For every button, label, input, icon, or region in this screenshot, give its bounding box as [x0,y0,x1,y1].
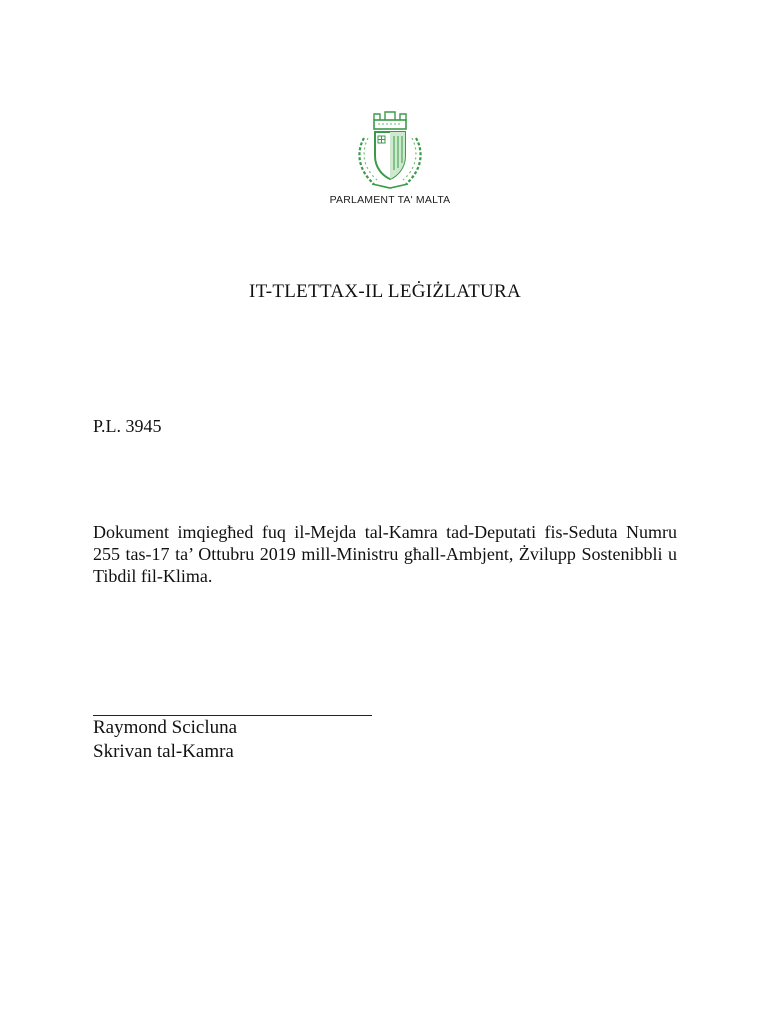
legislature-heading: IT-TLETTAX-IL LEĠIŻLATURA [248,281,522,302]
document-body: Dokument imqiegħed fuq il-Mejda tal-Kamra tad-Deputati fis-Seduta Numru 255 tas-17 ta’ Ottubru 2019 mill-Ministru għall-Ambjent, Żvilupp Sostenibbli u Tibdil fil-Klima. [93,522,677,586]
parliament-logo [300,108,480,236]
logo-caption: PARLAMENT TA' MALTA [329,194,451,206]
signatory-title: Skrivan tal-Kamra [93,741,234,762]
document-reference: P.L. 3945 [93,416,162,436]
signatory-name: Raymond Scicluna [93,717,238,738]
signature-line [93,715,372,716]
parliament-emblem-icon [350,108,430,192]
